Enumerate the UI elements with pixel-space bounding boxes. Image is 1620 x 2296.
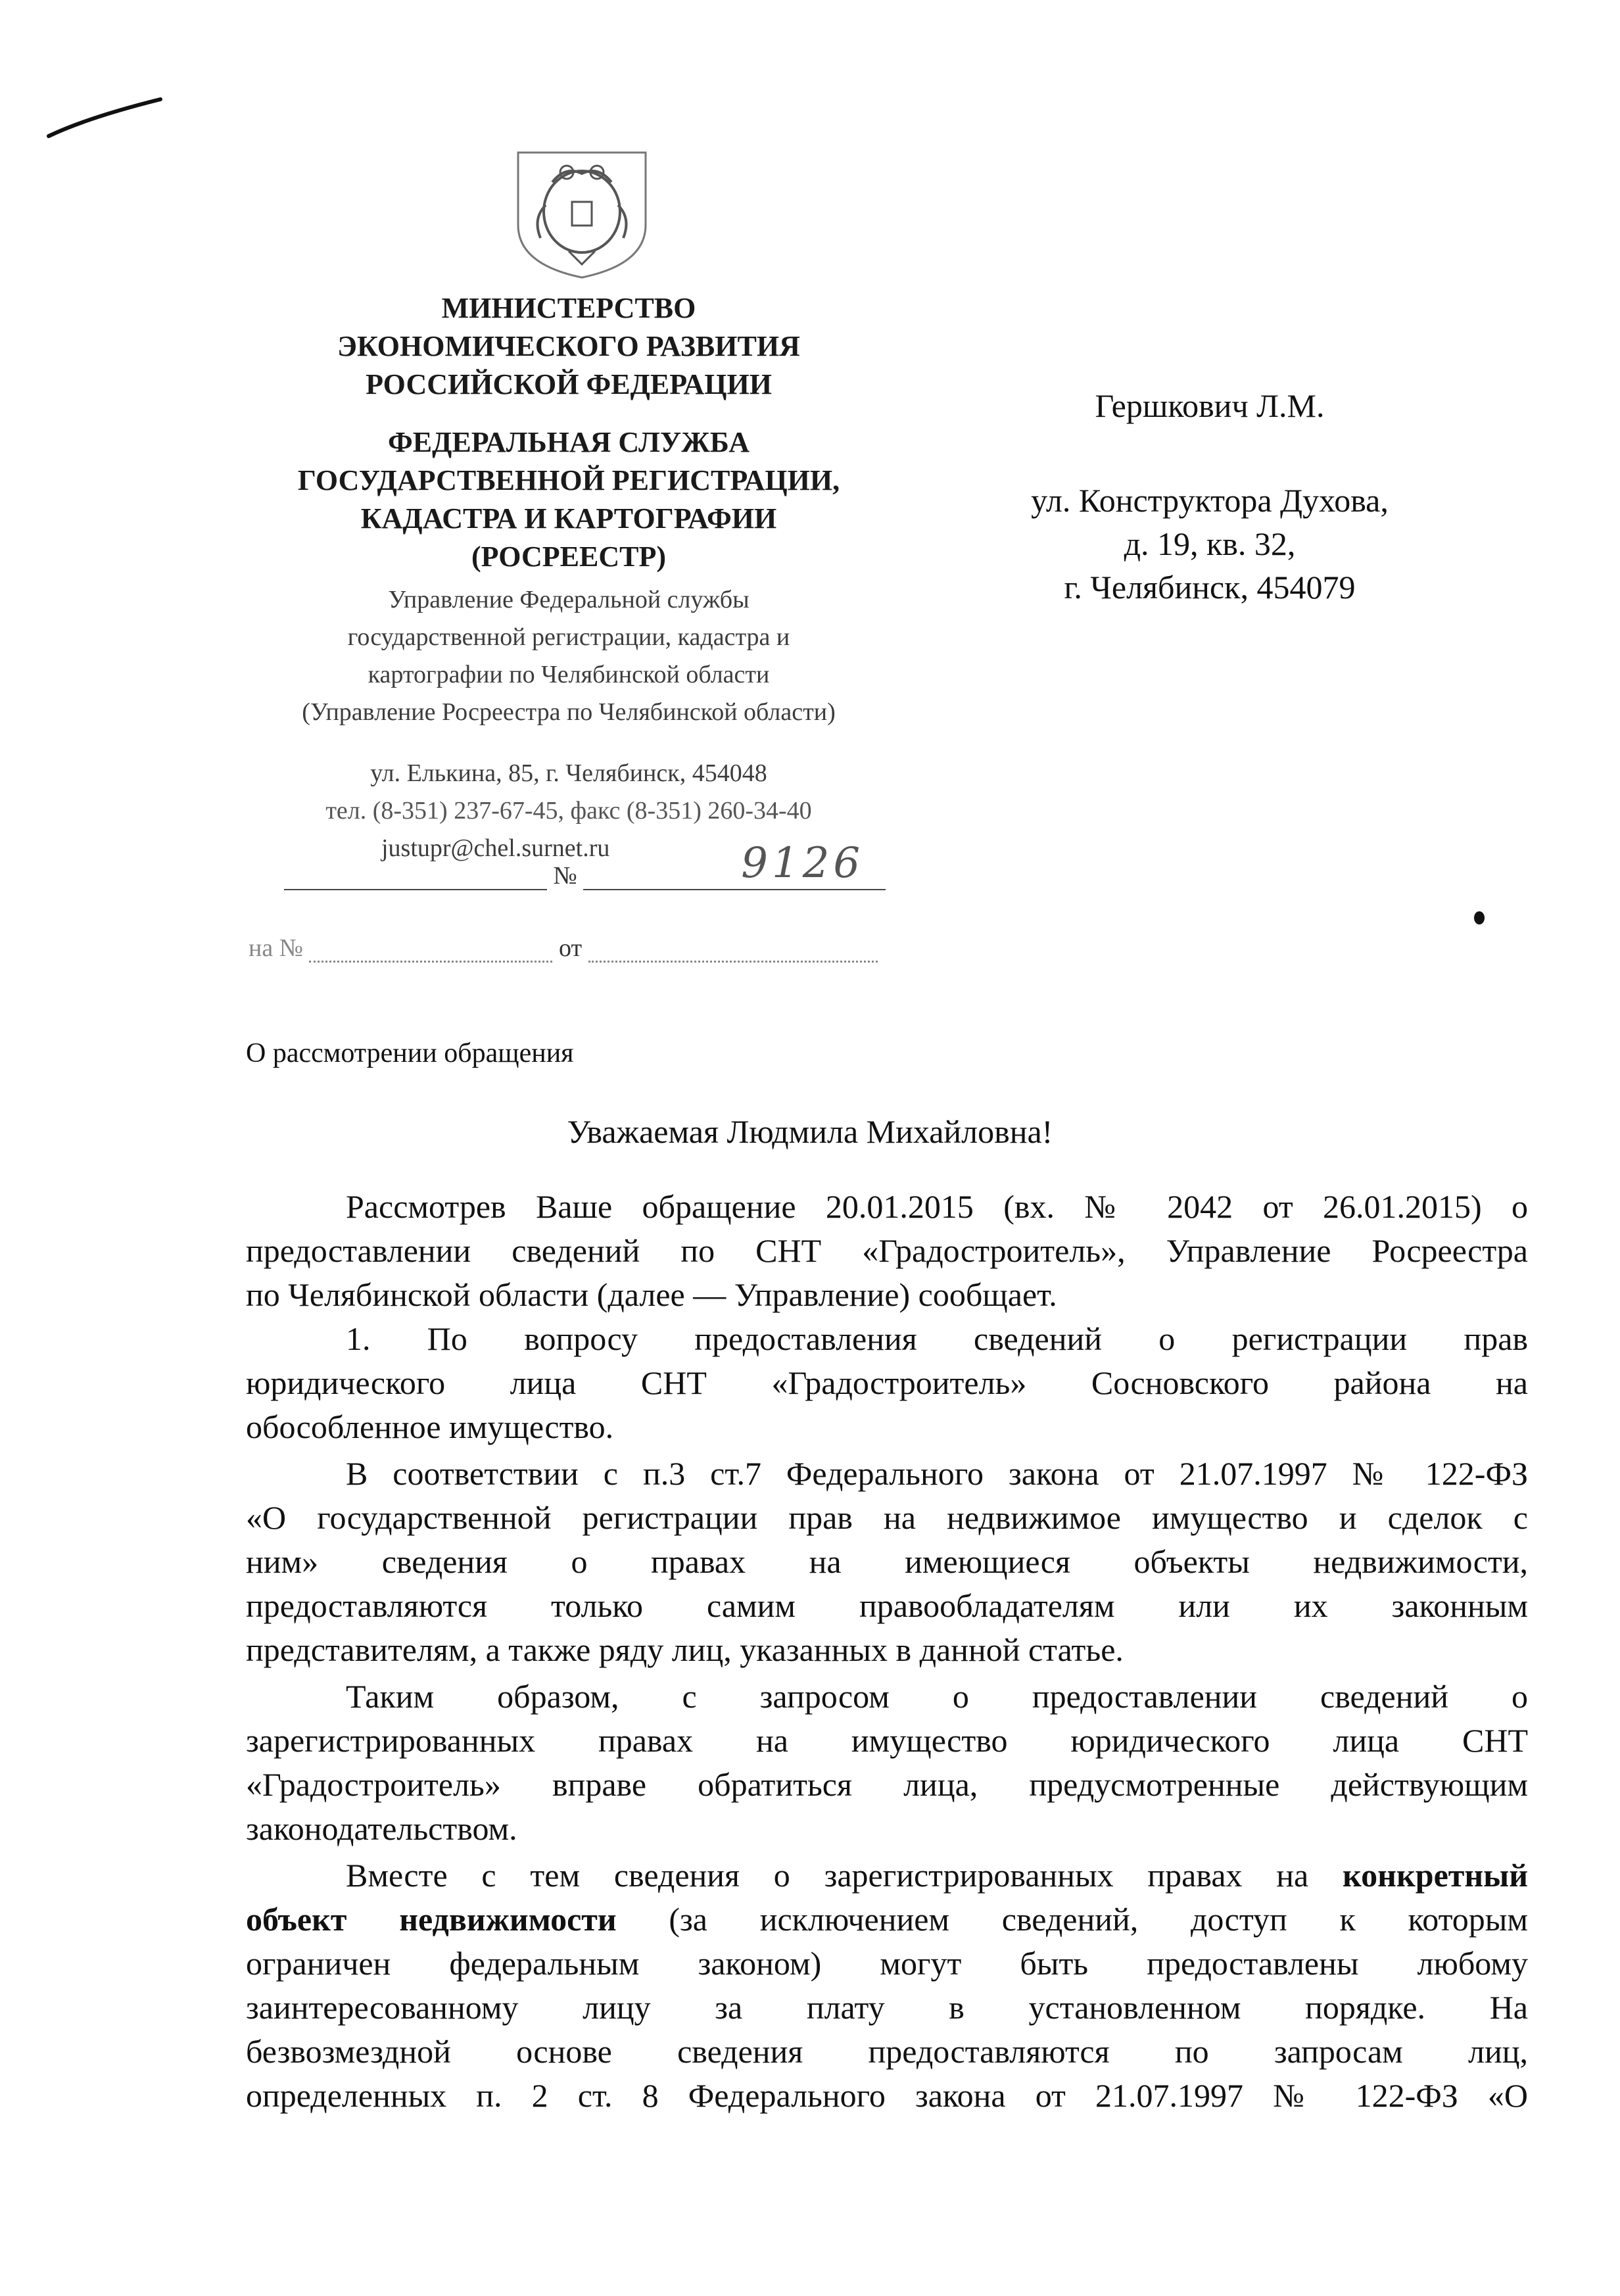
- body-line: предоставлении сведений по СНТ «Градостроитель», Управление Росреестра: [246, 1232, 1528, 1269]
- bold-phrase: объект недвижимости: [246, 1901, 617, 1938]
- letter-body: [246, 1185, 1528, 2118]
- body-line: «Градостроитель» вправе обратиться лица, предусмотренные действующим: [246, 1766, 1528, 1803]
- address: ул. Елькина, 85, г. Челябинск, 454048: [370, 759, 767, 787]
- greeting: Уважаемая Людмила Михайловна!: [567, 1113, 1053, 1150]
- body-line: безвозмездной основе сведения предоставляются по запросам лиц,: [246, 2033, 1528, 2070]
- service-name: ФЕДЕРАЛЬНАЯ СЛУЖБА ГОСУДАРСТВЕННОЙ РЕГИСТРАЦИИ, КАДАСТРА И КАРТОГРАФИИ (РОСРЕЕСТР): [297, 426, 840, 573]
- body-line: объект недвижимости (за исключением сведений, доступ к которым: [246, 1901, 1528, 1938]
- registration-number: № 9126: [284, 861, 886, 890]
- body-line: представителям, а также ряду лиц, указанных в данной статье.: [246, 1631, 1124, 1668]
- body-line: обособленное имущество.: [246, 1408, 614, 1445]
- body-line: по Челябинской области (далее — Управление) сообщает.: [246, 1276, 1057, 1313]
- recipient-address: ул. Конструктора Духова, д. 19, кв. 32, г. Челябинск, 454079: [1031, 482, 1389, 606]
- body-line: 1. По вопросу предоставления сведений о регистрации прав: [346, 1320, 1528, 1357]
- body-line: предоставляются только самим правообладателям или их законным: [246, 1587, 1528, 1624]
- body-line: законодательством.: [246, 1810, 517, 1847]
- body-line: юридического лица СНТ «Градостроитель» Сосновского района на: [246, 1364, 1528, 1401]
- body-line: ограничен федеральным законом) могут быть предоставлены любому: [246, 1945, 1528, 1982]
- reply-reference: на № от: [249, 934, 878, 963]
- pen-stroke-icon: [46, 95, 164, 148]
- ministry-name: МИНИСТЕРСТВО ЭКОНОМИЧЕСКОГО РАЗВИТИЯ РОССИЙСКОЙ ФЕДЕРАЦИИ: [337, 292, 800, 400]
- body-line: ним» сведения о правах на имеющиеся объекты недвижимости,: [246, 1543, 1528, 1580]
- body-line: определенных п. 2 ст. 8 Федерального закона от 21.07.1997 № 122-ФЗ «О: [246, 2077, 1528, 2114]
- subject-line: О рассмотрении обращения: [246, 1038, 574, 1068]
- body-line: заинтересованному лицу за плату в установленном порядке. На: [246, 1989, 1528, 2026]
- body-line: «О государственной регистрации прав на недвижимое имущество и сделок с: [246, 1499, 1528, 1536]
- bold-phrase: конкретный: [1343, 1857, 1528, 1894]
- recipient-name: Гершкович Л.М.: [1095, 387, 1325, 424]
- body-line: зарегистрированных правах на имущество юридического лица СНТ: [246, 1722, 1528, 1759]
- body-line: Вместе с тем сведения о зарегистрированных правах на конкретный: [346, 1857, 1528, 1894]
- ink-dot-icon: [1474, 911, 1485, 924]
- phone: тел. (8-351) 237-67-45, факс (8-351) 260-34-40: [325, 797, 812, 825]
- coat-of-arms-icon: [506, 146, 657, 281]
- body-line: В соответствии с п.3 ст.7 Федерального закона от 21.07.1997 № 122-ФЗ: [346, 1455, 1528, 1492]
- handwritten-number: 9126: [741, 839, 865, 888]
- body-line: Рассмотрев Ваше обращение 20.01.2015 (вх. № 2042 от 26.01.2015) о: [346, 1188, 1528, 1225]
- email: justupr@chel.surnet.ru: [381, 834, 610, 862]
- department-name: Управление Федеральной службы государственной регистрации, кадастра и картографии по Челябинской области (Управление Росреестра по Челябинской области): [302, 586, 836, 726]
- body-line: Таким образом, с запросом о предоставлении сведений о: [346, 1678, 1528, 1715]
